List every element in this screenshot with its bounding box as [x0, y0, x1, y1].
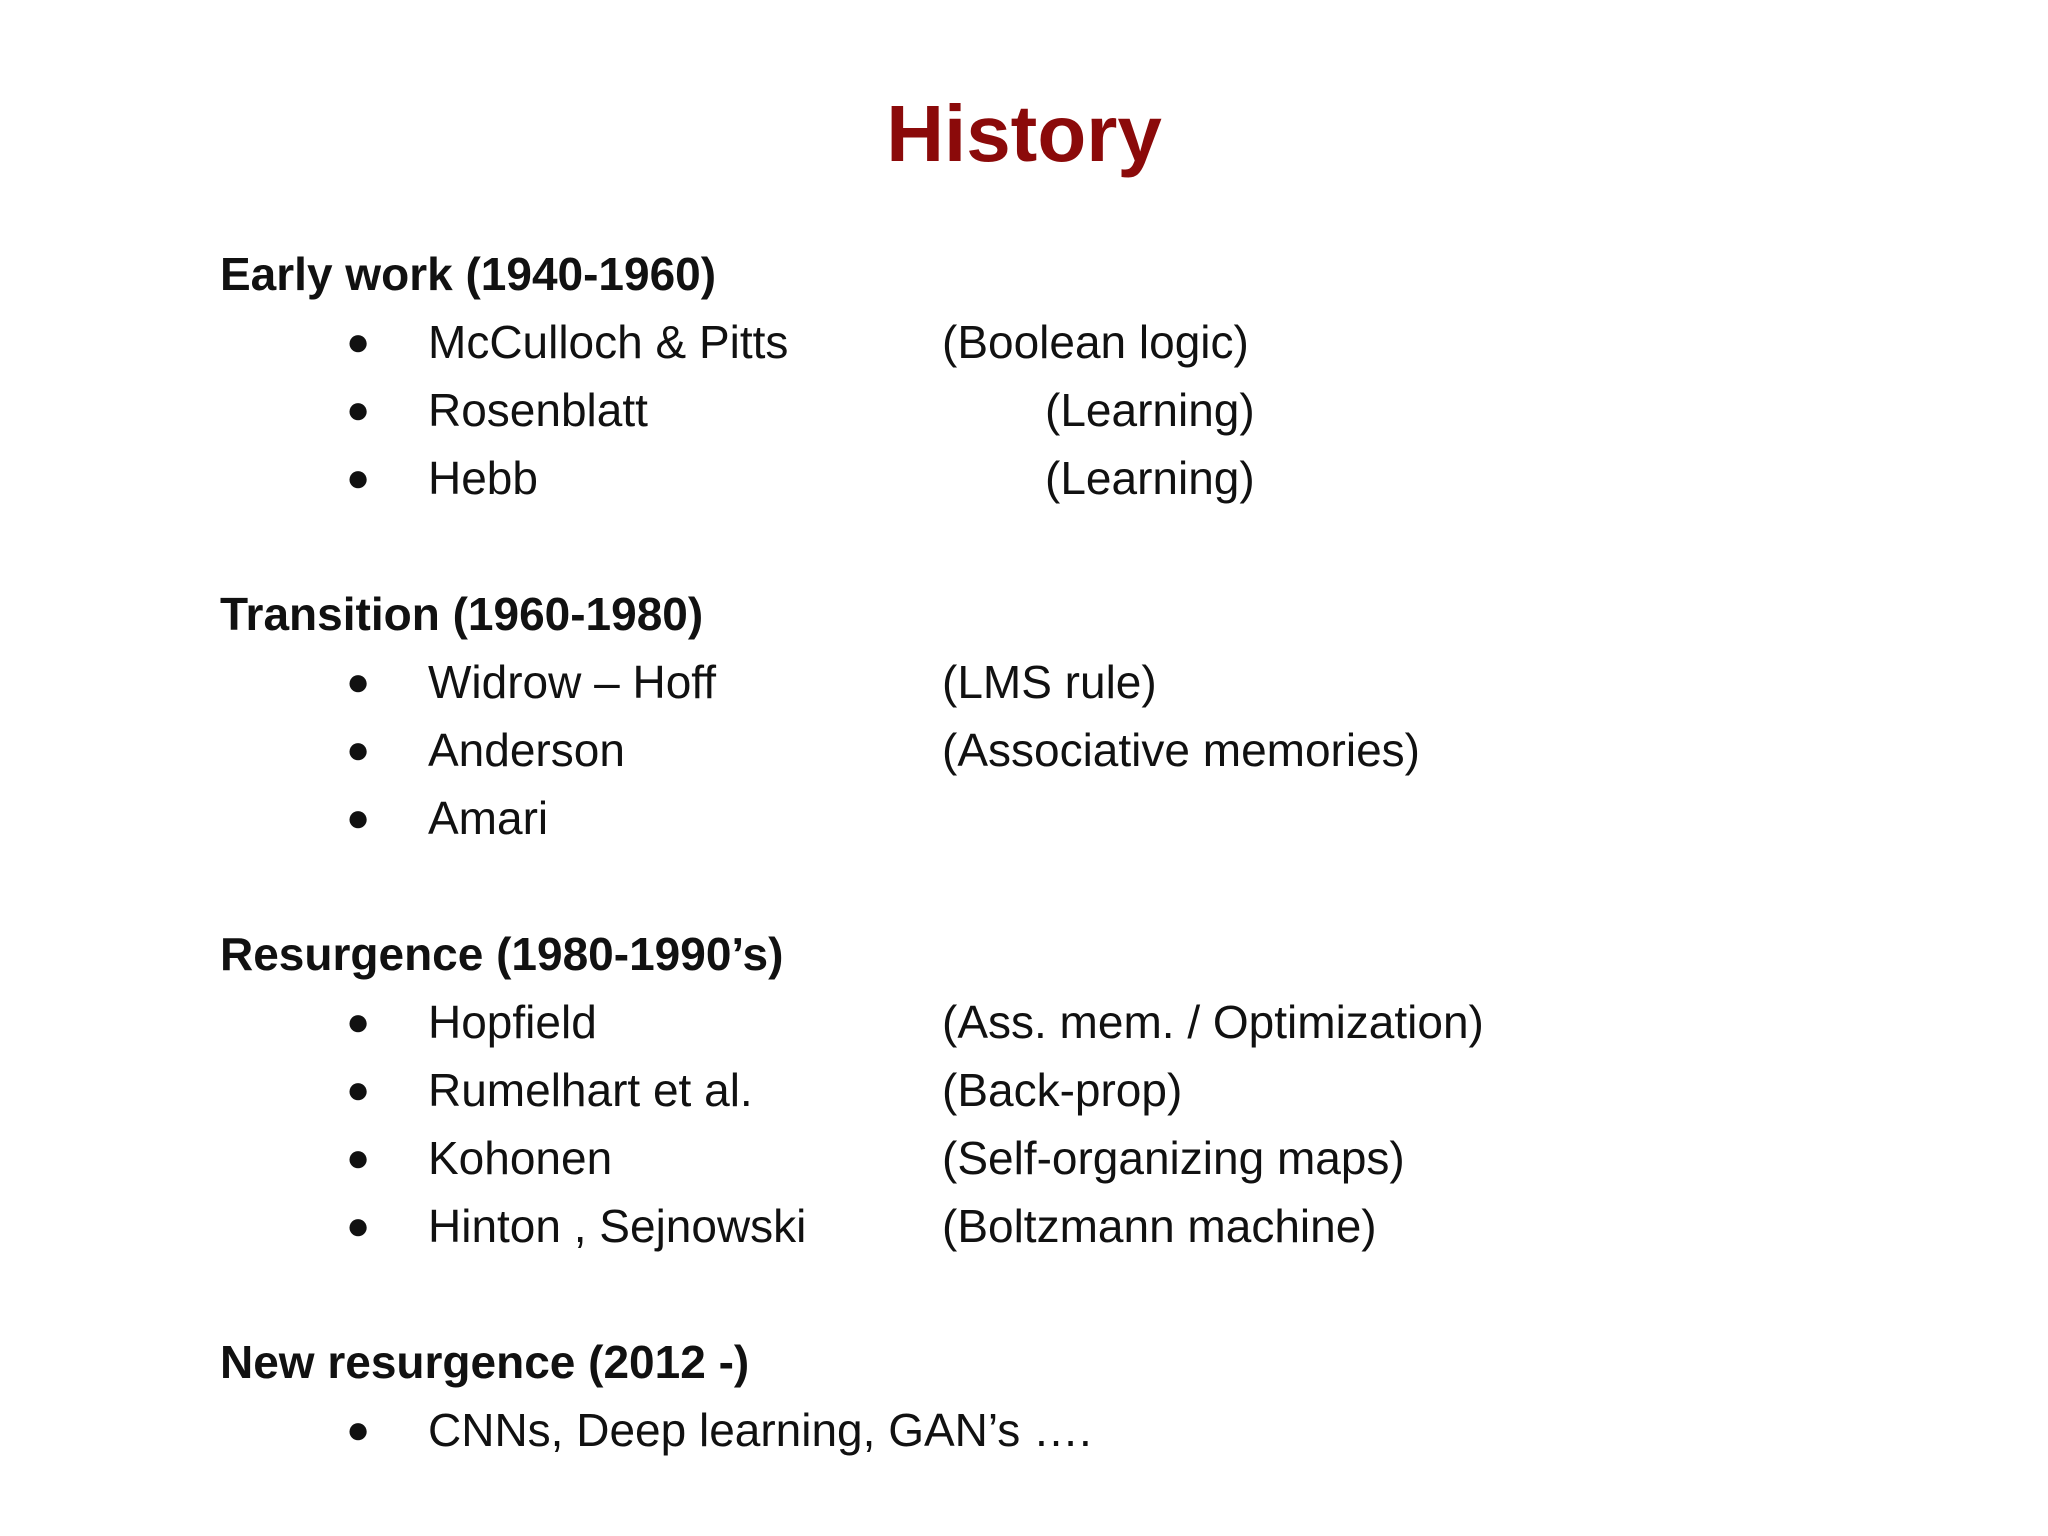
item-note: (Boltzmann machine)	[942, 1200, 1377, 1252]
item-name: CNNs, Deep learning, GAN’s ….	[428, 1404, 1092, 1456]
item-name: Kohonen	[428, 1132, 613, 1184]
item-note: (Learning)	[1045, 452, 1255, 504]
list-item	[220, 716, 1920, 784]
section-spacer	[220, 852, 1920, 920]
item-note: (Ass. mem. / Optimization)	[942, 996, 1484, 1048]
item-note: (Back-prop)	[942, 1064, 1183, 1116]
list-item	[220, 444, 1920, 512]
bullet-icon: ●	[346, 796, 371, 840]
item-name: Rosenblatt	[428, 384, 648, 436]
slide-title: History	[886, 89, 1162, 178]
item-list	[220, 648, 1920, 852]
list-item	[220, 376, 1920, 444]
item-name: Hebb	[428, 452, 538, 504]
item-name: Hinton , Sejnowski	[428, 1200, 807, 1252]
bullet-icon: ●	[346, 456, 371, 500]
bullet-icon: ●	[346, 1136, 371, 1180]
item-list	[220, 1396, 1920, 1464]
bullet-icon: ●	[346, 1204, 371, 1248]
item-list	[220, 988, 1920, 1260]
section-early-work	[220, 240, 1920, 512]
item-name: Hopfield	[428, 996, 597, 1048]
bullet-icon: ●	[346, 1000, 371, 1044]
section-heading: New resurgence (2012 -)	[220, 1336, 750, 1388]
section-new-resurgence	[220, 1328, 1920, 1464]
item-name: McCulloch & Pitts	[428, 316, 789, 368]
bullet-icon: ●	[346, 1408, 371, 1452]
item-name: Rumelhart et al.	[428, 1064, 753, 1116]
slide-content	[220, 240, 1920, 1464]
list-item	[220, 784, 1920, 852]
section-spacer	[220, 1260, 1920, 1328]
section-spacer	[220, 512, 1920, 580]
item-note: (LMS rule)	[942, 656, 1157, 708]
item-note: (Boolean logic)	[942, 316, 1249, 368]
list-item	[220, 1124, 1920, 1192]
list-item	[220, 1192, 1920, 1260]
item-name: Amari	[428, 792, 549, 844]
item-name: Widrow – Hoff	[428, 656, 717, 708]
list-item	[220, 648, 1920, 716]
item-note: (Associative memories)	[942, 724, 1420, 776]
item-note: (Self-organizing maps)	[942, 1132, 1405, 1184]
item-name: Anderson	[428, 724, 625, 776]
bullet-icon: ●	[346, 320, 371, 364]
bullet-icon: ●	[346, 728, 371, 772]
list-item	[220, 988, 1920, 1056]
item-note: (Learning)	[1045, 384, 1255, 436]
list-item	[220, 308, 1920, 376]
item-list	[220, 308, 1920, 512]
section-heading: Early work (1940-1960)	[220, 248, 717, 300]
section-transition	[220, 580, 1920, 852]
list-item	[220, 1396, 1920, 1464]
section-heading: Resurgence (1980-1990’s)	[220, 928, 784, 980]
section-resurgence	[220, 920, 1920, 1260]
list-item	[220, 1056, 1920, 1124]
bullet-icon: ●	[346, 1068, 371, 1112]
section-heading: Transition (1960-1980)	[220, 588, 704, 640]
bullet-icon: ●	[346, 660, 371, 704]
bullet-icon: ●	[346, 388, 371, 432]
